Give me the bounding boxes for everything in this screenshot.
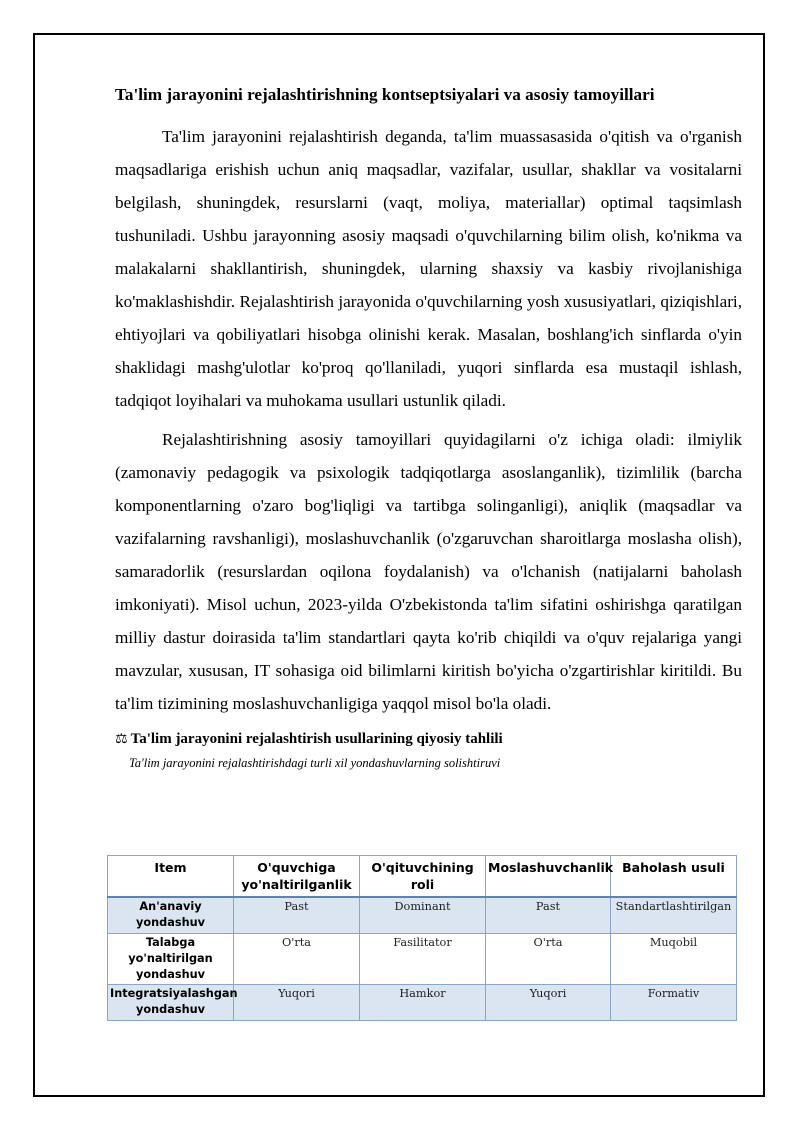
scale-icon: ⚖ (115, 730, 128, 747)
table-caption: Ta'lim jarayonini rejalashtirishdagi turli xil yondashuvlarning solishtiruvi (129, 755, 501, 770)
table-cell: Dominant (360, 897, 486, 934)
table-section-title-text: Ta'lim jarayonini rejalashtirish usullarining qiyosiy tahlili (130, 730, 503, 747)
table-cell: Formativ (611, 985, 737, 1021)
table-cell: O'rta (486, 934, 611, 985)
table-cell: Fasilitator (360, 934, 486, 985)
table-cell: Standartlashtirilgan (611, 897, 737, 934)
table-row (108, 897, 737, 934)
section-heading: Ta'lim jarayonini rejalashtirishning kontseptsiyalari va asosiy tamoyillari (115, 85, 655, 104)
row-label: An'anaviy yondashuv (108, 897, 234, 934)
table-header-row (108, 856, 737, 898)
row-label: Integratsiyalashgan yondashuv (108, 985, 234, 1021)
header-flexibility: Moslashuvchanlik (486, 856, 611, 898)
comparison-table (107, 855, 737, 1021)
table-cell: Past (486, 897, 611, 934)
paragraph-2: Rejalashtirishning asosiy tamoyillari quyidagilarni o'z ichiga oladi: ilmiylik (zamonaviy pedagogik va psixologik tadqiqotlarga asoslanganlik), tizimlilik (barcha komponentlarning o'zaro bog'liqligi va tartibga solinganligi), aniqlik (maqsadlar va vazifalarning ravshanligi), moslashuvchanlik (o'zgaruvchan sharoitlarga moslasha olish), samaradorlik (resurslardan oqilona foydalanish) va o'lchanish (natijalarni baholash imkoniyati). Misol uchun, 2023-yilda O'zbekistonda ta'lim sifatini oshirishga qaratilgan milliy dastur doirasida ta'lim standartlari qayta ko'rib chiqildi va o'quv rejalariga yangi mavzular, xususan, IT sohasiga oid bilimlarni kiritish bo'yicha o'zgartirishlar kiritildi. Bu ta'lim tizimining moslashuvchanligiga yaqqol misol bo'la oladi. (115, 429, 742, 713)
table-cell: Past (234, 897, 360, 934)
header-teacher-role: O'qituvchining roli (360, 856, 486, 898)
table-cell: Muqobil (611, 934, 737, 985)
table-cell: O'rta (234, 934, 360, 985)
table-cell: Yuqori (234, 985, 360, 1021)
table-section-title (115, 728, 742, 750)
table-row (108, 934, 737, 985)
table-cell: Hamkor (360, 985, 486, 1021)
header-assessment-method: Baholash usuli (611, 856, 737, 898)
table-row (108, 985, 737, 1021)
header-student-orientation: O'quvchiga yo'naltirilganlik (234, 856, 360, 898)
document-body (115, 82, 742, 776)
table-cell: Yuqori (486, 985, 611, 1021)
row-label: Talabga yo'naltirilgan yondashuv (108, 934, 234, 985)
paragraph-1: Ta'lim jarayonini rejalashtirish deganda, ta'lim muassasasida o'qitish va o'rganish maqsadlariga erishish uchun aniq maqsadlar, vazifalar, usullar, shakllar va vositalarni belgilash, shuningdek, resurslarni (vaqt, moliya, materiallar) optimal taqsimlash tushuniladi. Ushbu jarayonning asosiy maqsadi o'quvchilarning bilim olish, ko'nikma va malakalarni shakllantirish, shuningdek, ularning shaxsiy va kasbiy rivojlanishiga ko'maklashishdir. Rejalashtirish jarayonida o'quvchilarning yosh xususiyatlari, qiziqishlari, ehtiyojlari va qobiliyatlari hisobga olinishi kerak. Masalan, boshlang'ich sinflarda o'yin shaklidagi mashg'ulotlar ko'proq qo'llaniladi, yuqori sinflarda esa mustaqil ishlash, tadqiqot loyihalari va muhokama usullari ustunlik qiladi. (115, 126, 742, 410)
header-item: Item (108, 856, 234, 898)
